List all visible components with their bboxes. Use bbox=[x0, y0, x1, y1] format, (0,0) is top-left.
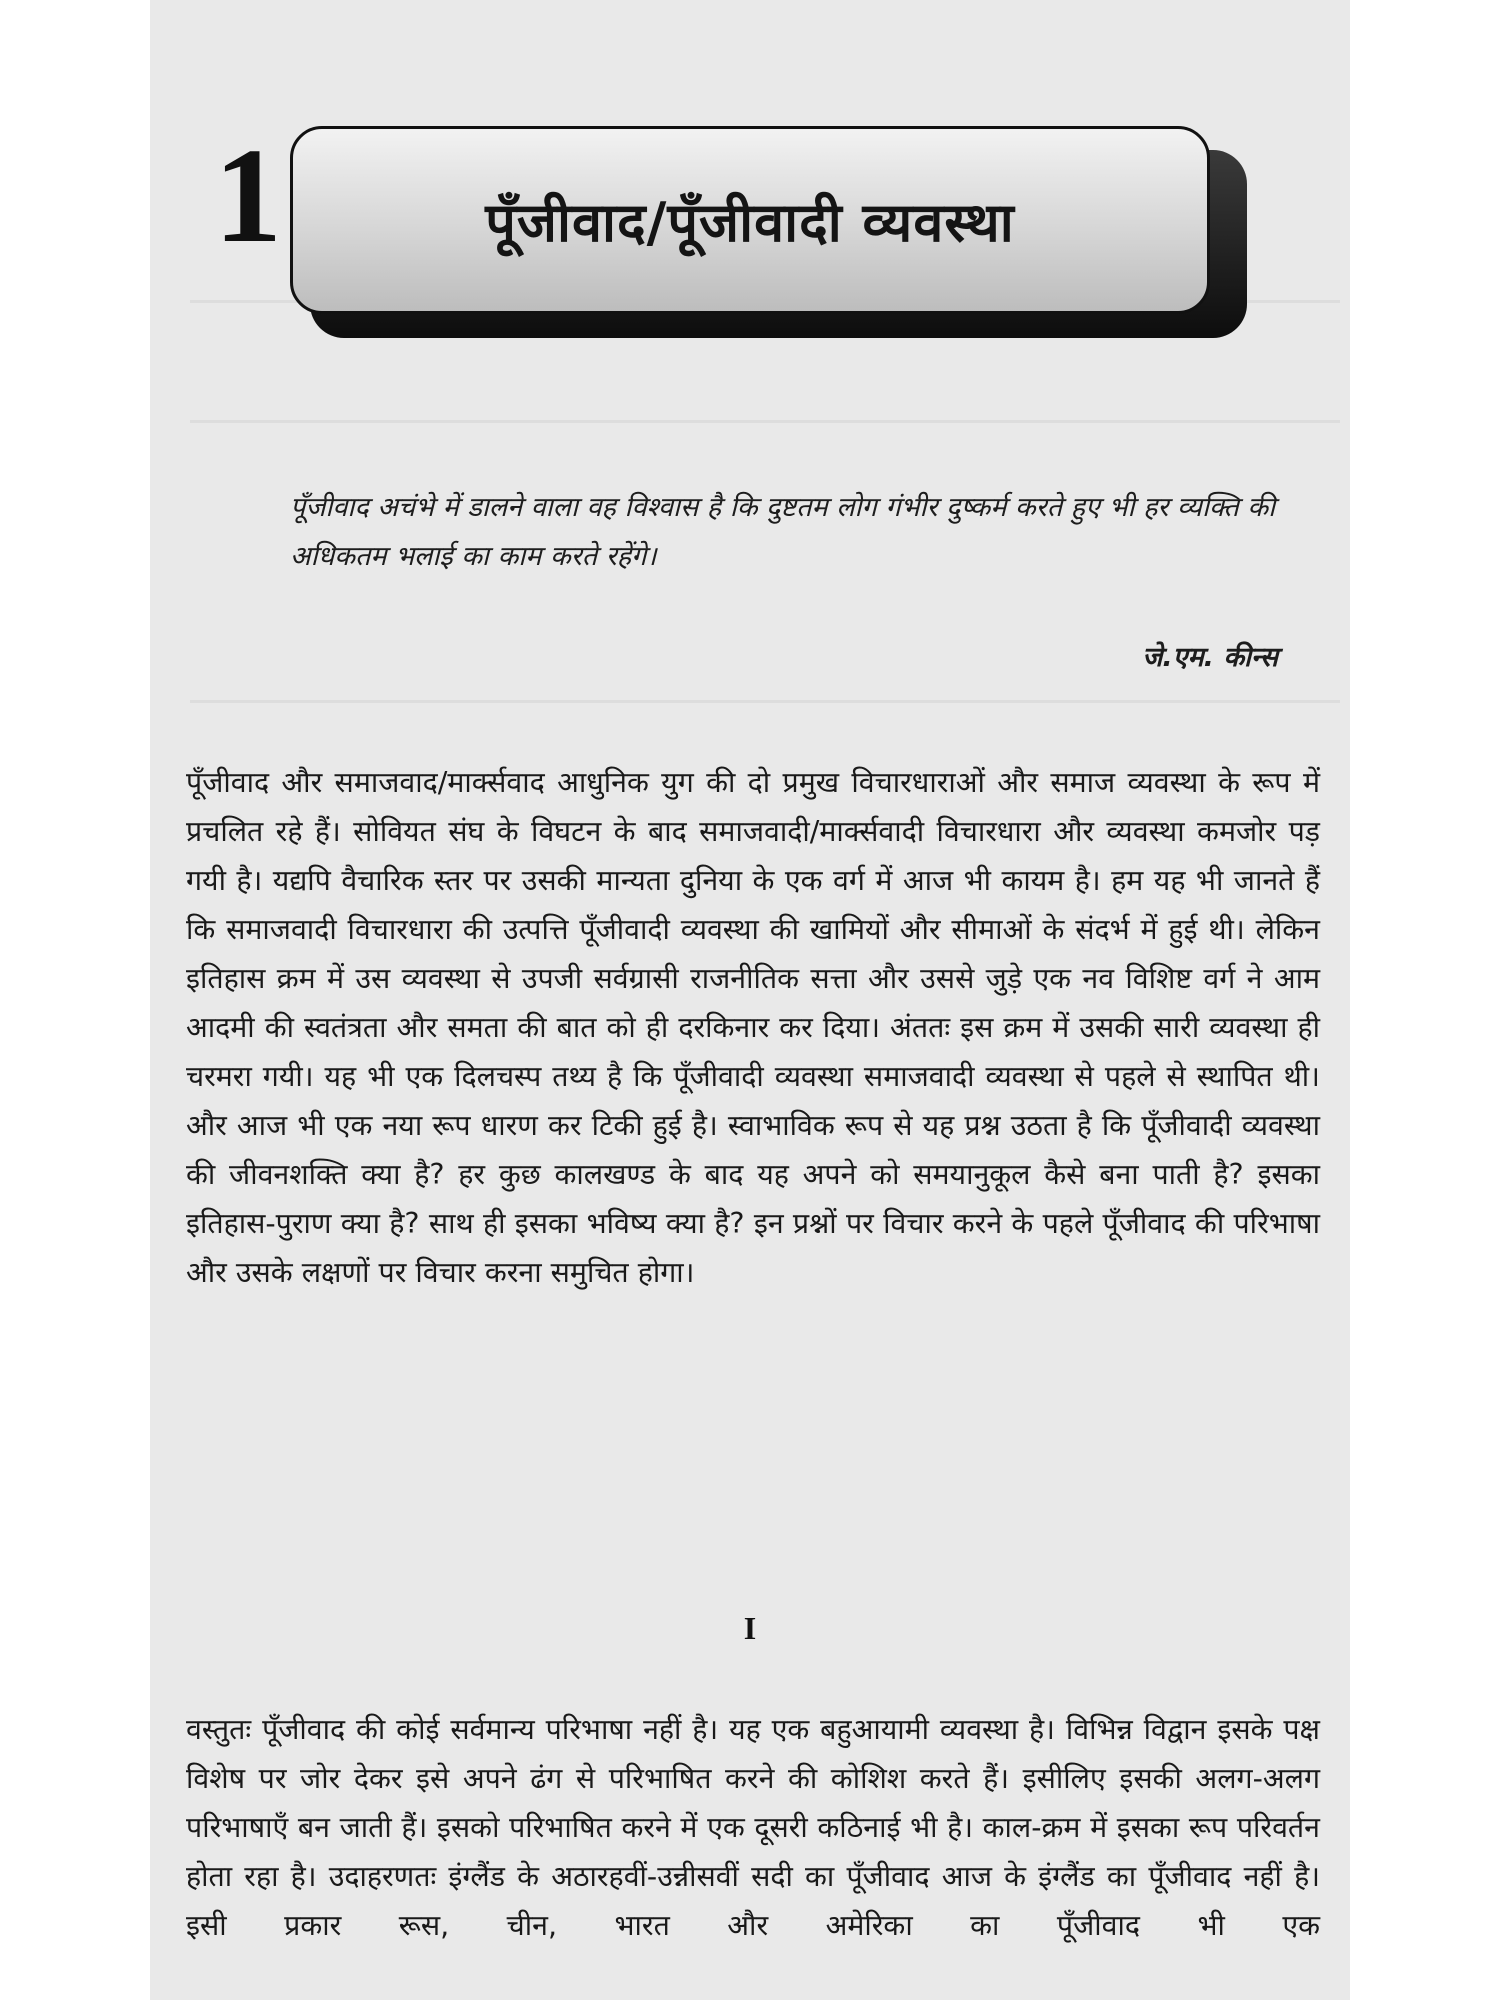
book-page bbox=[150, 0, 1350, 2000]
section-marker: I bbox=[743, 1610, 757, 1646]
paragraph-text: पूँजीवाद और समाजवाद/मार्क्सवाद आधुनिक युग की दो प्रमुख विचारधाराओं और समाज व्यवस्था के रूप में प्रचलित रहे हैं। सोवियत संघ के विघटन के बाद समाजवादी/मार्क्सवादी विचारधारा और व्यवस्था कमजोर पड़ गयी है। यद्यपि वैचारिक स्तर पर उसकी मान्यता दुनिया के एक वर्ग में आज भी कायम है। हम यह भी जानते हैं कि समाजवादी विचारधारा की उत्पत्ति पूँजीवादी व्यवस्था की खामियों और सीमाओं के संदर्भ में हुई थी। लेकिन इतिहास क्रम में उस व्यवस्था से उपजी सर्वग्रासी राजनीतिक सत्ता और उससे जुड़े एक नव विशिष्ट वर्ग ने आम आदमी की स्वतंत्रता और समता की बात को ही दरकिनार कर दिया। अंततः इस क्रम में उसकी सारी व्यवस्था ही चरमरा गयी। यह भी एक दिलचस्प तथ्य है कि पूँजीवादी व्यवस्था समाजवादी व्यवस्था से पहले से स्थापित थी। और आज भी एक नया रूप धारण कर टिकी हुई है। स्वाभाविक रूप से यह प्रश्न उठता है कि पूँजीवादी व्यवस्था की जीवनशक्ति क्या है? हर कुछ कालखण्ड के बाद यह अपने को समयानुकूल कैसे बना पाती है? इसका इतिहास-पुराण क्या है? साथ ही इसका भविष्य क्या है? इन प्रश्नों पर विचार करने के पहले पूँजीवाद की परिभाषा और उसके लक्षणों पर विचार करना समुचित होगा। bbox=[186, 766, 1320, 1289]
body-paragraph-1 bbox=[186, 758, 1320, 1297]
paragraph-text: वस्तुतः पूँजीवाद की कोई सर्वमान्य परिभाषा नहीं है। यह एक बहुआयामी व्यवस्था है। विभिन्न विद्वान इसके पक्ष विशेष पर जोर देकर इसे अपने ढंग से परिभाषित करने की कोशिश करते हैं। इसीलिए इसकी अलग-अलग परिभाषाएँ बन जाती हैं। इसको परिभाषित करने में एक दूसरी कठिनाई भी है। काल-क्रम में इसका रूप परिवर्तन होता रहा है। उदाहरणतः इंग्लैंड के अठारहवीं-उन्नीसवीं सदी का पूँजीवाद आज के इंग्लैंड का पूँजीवाद नहीं है। इसी प्रकार रूस, चीन, भारत और अमेरिका का पूँजीवाद भी एक bbox=[186, 1713, 1320, 1942]
epigraph-author: जे.एम. कीन्स bbox=[1142, 642, 1278, 673]
show-through-line bbox=[190, 420, 1340, 423]
epigraph-quote: पूँजीवाद अचंभे में डालने वाला वह विश्वास है कि दुष्टतम लोग गंभीर दुष्कर्म करते हुए भी हर व्यक्ति की अधिकतम भलाई का काम करते रहेंगे। bbox=[290, 492, 1276, 572]
body-paragraph-2 bbox=[186, 1705, 1320, 1950]
show-through-line bbox=[190, 700, 1340, 703]
chapter-title: पूँजीवाद/पूँजीवादी व्यवस्था bbox=[485, 191, 1015, 254]
chapter-number: 1 bbox=[214, 121, 282, 271]
chapter-title-box bbox=[290, 126, 1210, 314]
